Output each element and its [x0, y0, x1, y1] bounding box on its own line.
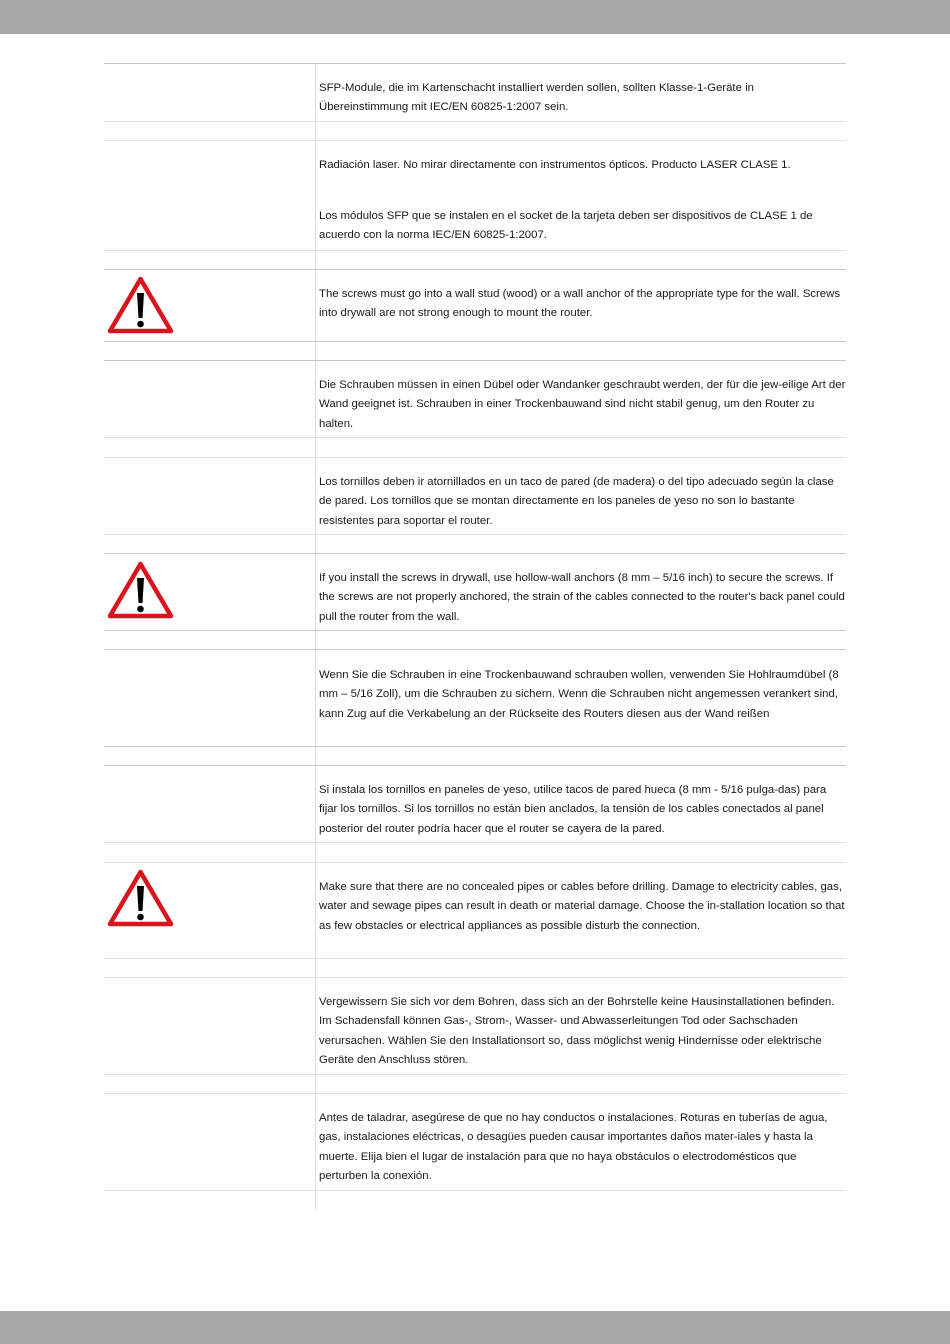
sfp-class1-es-text: Los módulos SFP que se instalen en el socket de la tarjeta deben ser dispositivos de CLASE 1 de acuerdo con la norma IEC/EN 60825-1:2007.	[319, 210, 813, 242]
row-divider	[104, 63, 846, 64]
concealed-pipes-de-text: Vergewissern Sie sich vor dem Bohren, dass sich an der Bohrstelle keine Hausinstallationen befinden. Im Schadensfall können Gas-, Strom-, Wasser- und Abwasserleitungen Tod oder Sachschaden verursachen. Wählen Sie den Installationsort so, dass möglichst wenig Hindernisse oder elektrische Geräte den Anschluss stören.	[319, 996, 835, 1067]
page-header-bar	[0, 0, 950, 34]
row-divider	[104, 958, 846, 959]
warning-triangle-icon	[107, 276, 174, 334]
drywall-anchors-en-text: If you install the screws in drywall, use hollow-wall anchors (8 mm – 5/16 inch) to secure the screws. If the screws are not properly anchored, the strain of the cables connected to the router's back panel could pull the router from the wall.	[319, 572, 845, 623]
row-divider	[104, 862, 846, 863]
row-divider	[104, 630, 846, 631]
row-divider	[104, 341, 846, 342]
warning-triangle-icon	[107, 561, 174, 619]
row-divider	[104, 534, 846, 535]
row-divider	[104, 457, 846, 458]
row-divider	[104, 553, 846, 554]
drywall-anchors-es-text: Si instala los tornillos en paneles de yeso, utilice tacos de pared hueca (8 mm - 5/16 pulga-das) para fijar los tornillos. Si los tornillos no están bien anclados, la tensión de los cables conectados al panel posterior del router podría hacer que el router se cayera de la pared.	[319, 784, 827, 835]
concealed-pipes-es-text: Antes de taladrar, asegúrese de que no hay conductos o instalaciones. Roturas en tuberías de agua, gas, instalaciones eléctricas, o desagües pueden causar importantes daños mater-iales y hasta la muerte. Elija bien el lugar de instalación para que no haya obstáculos o electrodomésticos que perturben la conexión.	[319, 1112, 828, 1183]
row-divider	[104, 250, 846, 251]
sfp-class1-de-text: SFP-Module, die im Kartenschacht installiert werden sollen, sollten Klasse-1-Geräte in Übereinstimmung mit IEC/EN 60825-1:2007 sein.	[319, 82, 754, 114]
screws-wall-stud-de-text: Die Schrauben müssen in einen Dübel oder Wandanker geschraubt werden, der für die jew-eilige Art der Wand geeignet ist. Schrauben in einer Trockenbauwand sind nicht stabil genug, um den Router zu halten.	[319, 379, 846, 430]
row-divider	[104, 360, 846, 361]
row-divider	[104, 649, 846, 650]
row-divider	[104, 1190, 846, 1191]
drywall-anchors-de-text: Wenn Sie die Schrauben in eine Trockenbauwand schrauben wollen, verwenden Sie Hohlraumdübel (8 mm – 5/16 Zoll), um die Schrauben zu sichern. Wenn die Schrauben nicht angemessen verankert sind, kann Zug auf die Verkabelung an der Rückseite des Routers diesen aus der Wand reißen	[319, 669, 839, 720]
row-divider	[104, 437, 846, 438]
column-divider	[315, 63, 316, 1209]
concealed-pipes-en-text: Make sure that there are no concealed pipes or cables before drilling. Damage to electricity cables, gas, water and sewage pipes can result in death or material damage. Choose the in-stallation location so that as few obstacles or electrical appliances as possible disturb the connection.	[319, 881, 845, 932]
row-divider	[104, 121, 846, 122]
screws-wall-stud-en-text: The screws must go into a wall stud (wood) or a wall anchor of the appropriate type for the wall. Screws into drywall are not strong enough to mount the router.	[319, 288, 841, 320]
row-divider	[104, 140, 846, 141]
page-footer-bar	[0, 1311, 950, 1344]
row-divider	[104, 1074, 846, 1075]
row-divider	[104, 842, 846, 843]
row-divider	[104, 746, 846, 747]
row-divider	[104, 1093, 846, 1094]
warning-triangle-icon	[107, 869, 174, 927]
row-divider	[104, 765, 846, 766]
laser-warning-es-text: Radiación laser. No mirar directamente con instrumentos ópticos. Producto LASER CLASE 1.	[319, 159, 791, 171]
screws-wall-stud-es-text: Los tornillos deben ir atornillados en un taco de pared (de madera) o del tipo adecuado según la clase de pared. Los tornillos que se montan directamente en los paneles de yeso no son lo bastante resistentes para soportar el router.	[319, 476, 834, 527]
row-divider	[104, 269, 846, 270]
row-divider	[104, 977, 846, 978]
